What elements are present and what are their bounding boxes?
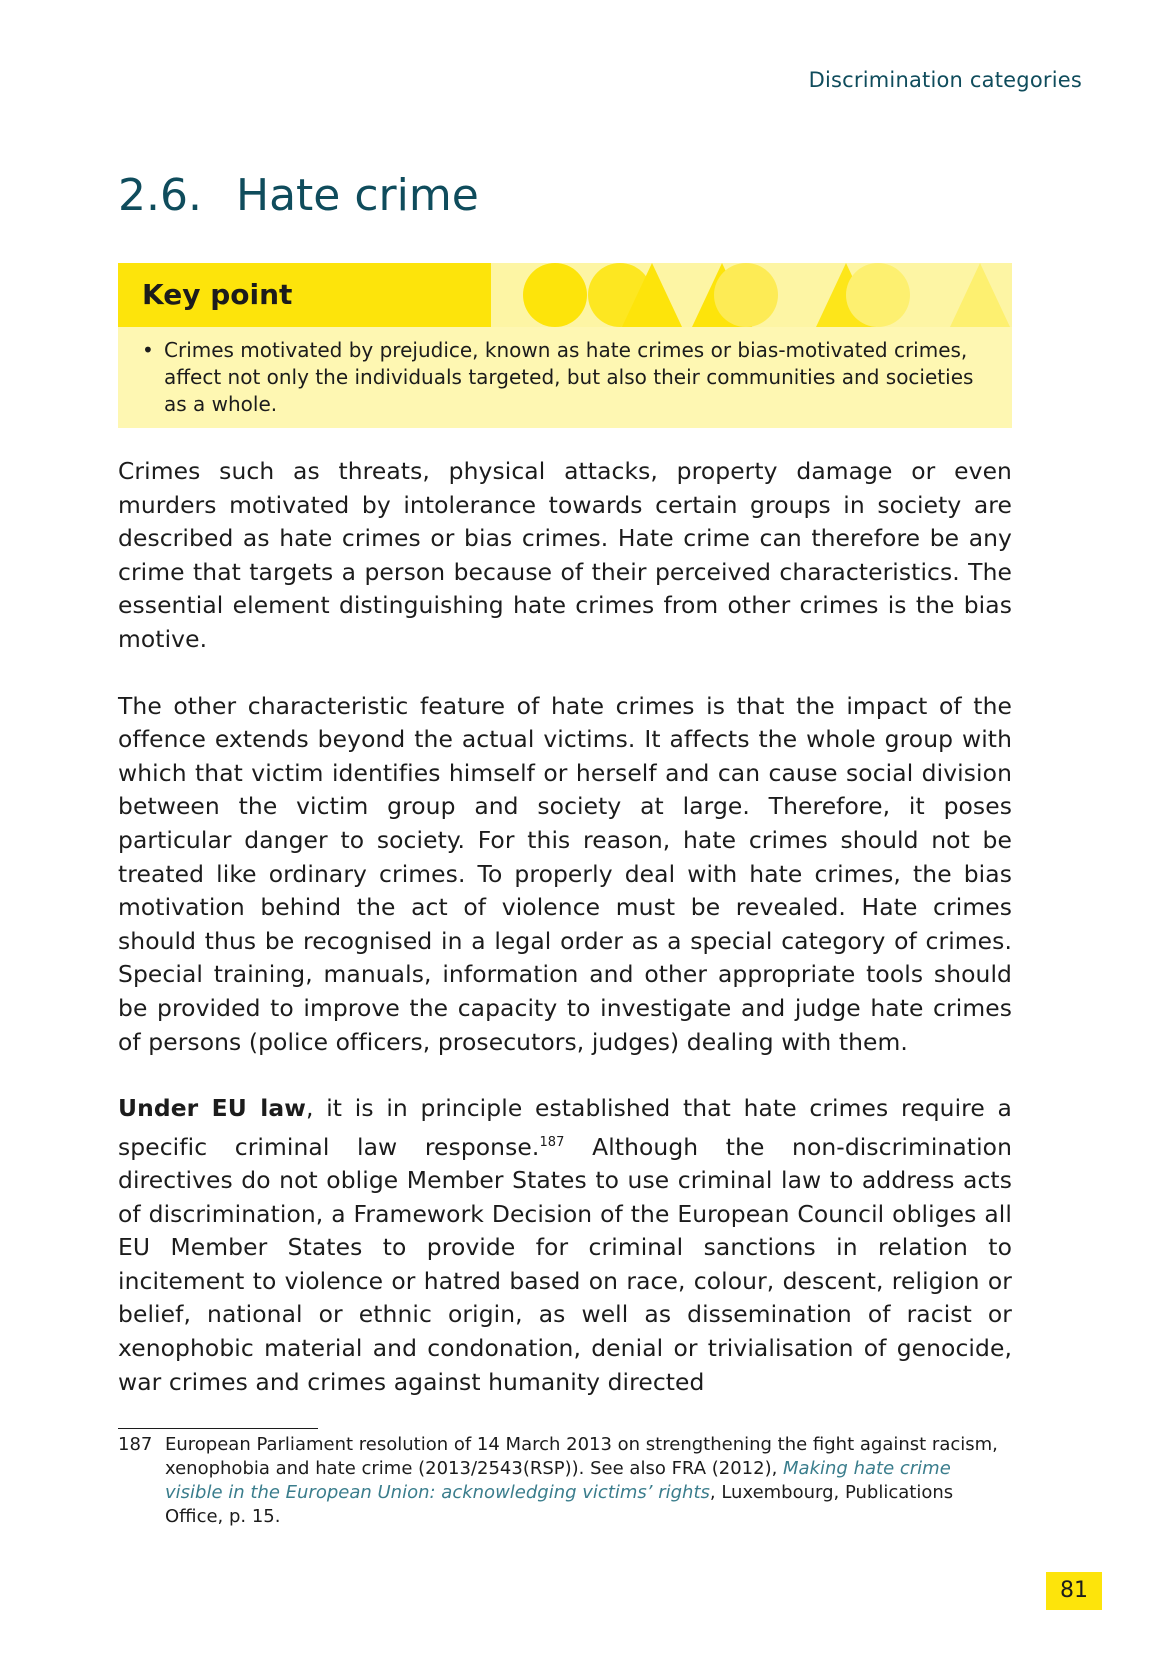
key-point-heading: Key point [142, 278, 293, 311]
footnote-text-after: , Luxembourg, Publications Office, p. 15. [165, 1482, 954, 1527]
paragraph-3-part2: Although the non-discrimination directives do not oblige Member States to use criminal law to address acts of discrimination, a Framework Decision of the European Council obliges all EU Member States to provide for criminal sanctions in relation to incitement to violence or hatred based on race, colour, descent, religion or belief, national or ethnic origin, as well as dissemination of racist or xenophobic material and condonation, denial or trivialisation of genocide, war crimes and crimes against humanity directed [118, 1132, 1013, 1396]
key-point-box [118, 263, 1012, 428]
main-body [118, 455, 1012, 1432]
running-header: Discrimination categories [808, 68, 1082, 92]
paragraph-3-part1: , it is in principle established that hate crimes require a specific criminal law response. [118, 1094, 1012, 1161]
footnote-divider [118, 1428, 318, 1429]
footnote-text-before: European Parliament resolution of 14 March 2013 on strengthening the fight against racism, xenophobia and hate crime (2013/2543(RSP)). See also FRA (2012), [165, 1434, 998, 1479]
key-point-list [118, 327, 1012, 428]
bullet-icon: • [142, 338, 154, 362]
paragraph-3-lead: Under EU law [118, 1094, 306, 1123]
footnote-reference[interactable]: 187 [539, 1134, 565, 1150]
footnote-publication-link[interactable]: Making hate crime visible in the European Union: acknowledging victims’ rights [165, 1458, 951, 1503]
footnote [118, 1433, 1012, 1529]
paragraph-3 [118, 1092, 1012, 1399]
section-number: 2.6. [118, 170, 202, 221]
section-title [118, 170, 479, 221]
key-point-header [118, 263, 1012, 327]
footnote-text [165, 1433, 1012, 1529]
section-title-text: Hate crime [236, 170, 479, 221]
paragraph-2: The other characteristic feature of hate crimes is that the impact of the offence extends beyond the actual victims. It affects the whole group with which that victim identifies himself or herself and can cause social division between the victim group and society at large. Therefore, it poses particular danger to society. For this reason, hate crimes should not be treated like ordinary crimes. To properly deal with hate crimes, the bias motivation behind the act of violence must be revealed. Hate crimes should thus be recognised in a legal order as a special category of crimes. Special training, manuals, information and other appropriate tools should be provided to improve the capacity to investigate and judge hate crimes of persons (police officers, prosecutors, judges) dealing with them. [118, 691, 1012, 1056]
key-point-item-text: Crimes motivated by prejudice, known as hate crimes or bias-motivated crimes, affect not only the individuals targeted, but also their communities and societies as a whole. [164, 338, 974, 416]
page-number: 81 [1046, 1572, 1102, 1610]
key-point-item [142, 337, 988, 418]
paragraph-1: Crimes such as threats, physical attacks, property damage or even murders motivated by intolerance towards certain groups in society are described as hate crimes or bias crimes. Hate crime can therefore be any crime that targets a person because of their perceived characteristics. The essential element distinguishing hate crimes from other crimes is the bias motive. [118, 457, 1012, 653]
footnote-number: 187 [118, 1434, 153, 1455]
